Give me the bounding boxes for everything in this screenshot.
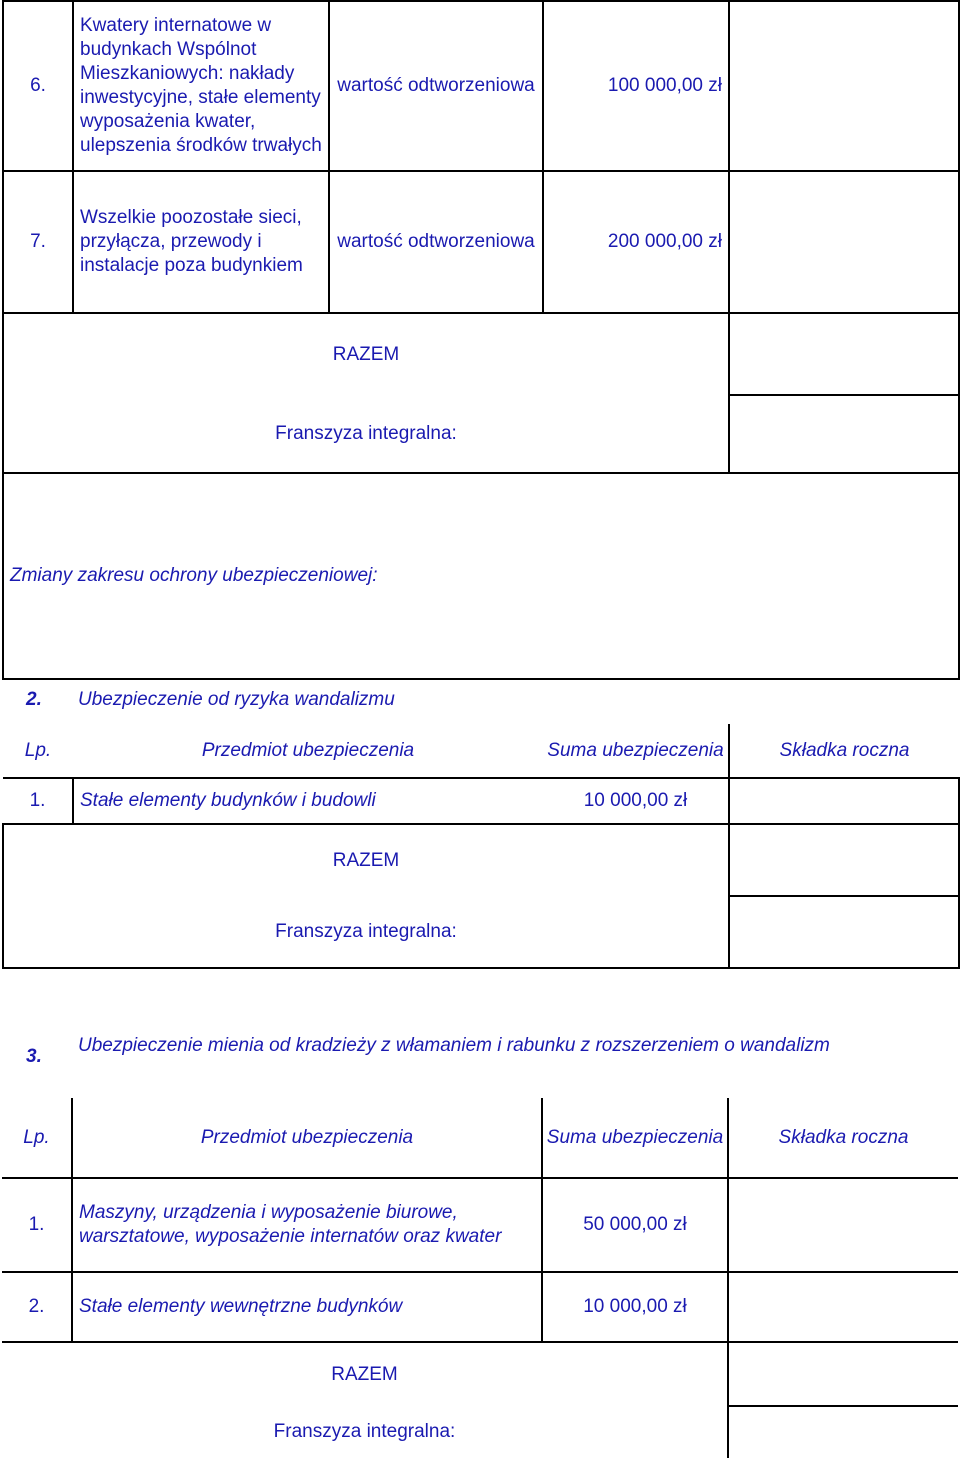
franchise-value — [728, 1406, 958, 1458]
franchise-row — [3, 395, 959, 473]
table-row — [2, 1178, 958, 1272]
header-lp: Lp. — [24, 739, 52, 761]
total-value — [728, 1342, 958, 1406]
row-premium — [728, 1272, 958, 1342]
header-premium: Składka roczna — [729, 724, 959, 778]
table-header — [3, 724, 959, 778]
section-title: Ubezpieczenie od ryzyka wandalizmu — [78, 689, 395, 710]
section-title: Ubezpieczenie mienia od kradzieży z włamaniem i rabunku z rozszerzeniem o wandalizm — [78, 1035, 830, 1056]
changes-label: Zmiany zakresu ochrony ubezpieczeniowej: — [3, 473, 959, 679]
total-row — [3, 824, 959, 896]
row-sum: 100 000,00 zł — [543, 1, 729, 171]
section2-heading — [0, 689, 960, 715]
total-label: RAZEM — [3, 824, 729, 896]
franchise-label: Franszyza integralna: — [3, 395, 729, 473]
row-sum: 200 000,00 zł — [543, 171, 729, 313]
row-premium — [729, 778, 959, 824]
section-number: 3. — [26, 1046, 42, 1067]
changes-row — [3, 473, 959, 679]
table-row — [3, 1, 959, 171]
row-valuation: wartość odtworzeniowa — [329, 171, 543, 313]
header-subject: Przedmiot ubezpieczenia — [201, 739, 415, 761]
total-row — [2, 1342, 958, 1406]
franchise-value — [729, 896, 959, 968]
table-row — [3, 778, 959, 824]
section1-table — [2, 0, 960, 680]
row-premium — [728, 1178, 958, 1272]
total-label: RAZEM — [2, 1342, 728, 1406]
header-subject: Przedmiot ubezpieczenia — [72, 1098, 542, 1178]
section-number: 2. — [26, 689, 42, 710]
header-lp: Lp. — [2, 1098, 72, 1178]
row-subject: Maszyny, urządzenia i wyposażenie biurowe, warsztatowe, wyposażenie internatów oraz kwater — [72, 1178, 542, 1272]
section3-table — [2, 1098, 958, 1458]
franchise-row — [3, 896, 959, 968]
row-subject: Kwatery internatowe w budynkach Wspólnot Mieszkaniowych: nakłady inwestycyjne, stałe elementy wyposażenia kwater, ulepszenia środków trwałych — [73, 1, 329, 171]
franchise-label: Franszyza integralna: — [2, 1406, 728, 1458]
table-row — [2, 1272, 958, 1342]
row-number: 7. — [3, 171, 73, 313]
row-premium — [729, 1, 959, 171]
row-valuation: wartość odtworzeniowa — [329, 1, 543, 171]
row-number: 1. — [2, 1178, 72, 1272]
row-subject: Stałe elementy wewnętrzne budynków — [72, 1272, 542, 1342]
total-label: RAZEM — [3, 313, 729, 395]
row-sum: 10 000,00 zł — [542, 1272, 728, 1342]
franchise-label: Franszyza integralna: — [3, 896, 729, 968]
row-subject: Wszelkie poozostałe sieci, przyłącza, przewody i instalacje poza budynkiem — [73, 171, 329, 313]
header-premium: Składka roczna — [728, 1098, 958, 1178]
franchise-row — [2, 1406, 958, 1458]
section3-heading — [0, 1034, 960, 1086]
row-number: 6. — [3, 1, 73, 171]
row-number: 1. — [3, 778, 73, 824]
header-sum: Suma ubezpieczenia — [547, 739, 724, 761]
franchise-value — [729, 395, 959, 473]
row-premium — [729, 171, 959, 313]
total-row — [3, 313, 959, 395]
total-value — [729, 824, 959, 896]
table-row — [3, 171, 959, 313]
row-sum: 10 000,00 zł — [543, 778, 729, 824]
header-sum: Suma ubezpieczenia — [542, 1098, 728, 1178]
row-subject: Stałe elementy budynków i budowli — [73, 778, 543, 824]
row-sum: 50 000,00 zł — [542, 1178, 728, 1272]
table-header — [2, 1098, 958, 1178]
section2-table — [2, 724, 960, 969]
total-value — [729, 313, 959, 395]
row-number: 2. — [2, 1272, 72, 1342]
